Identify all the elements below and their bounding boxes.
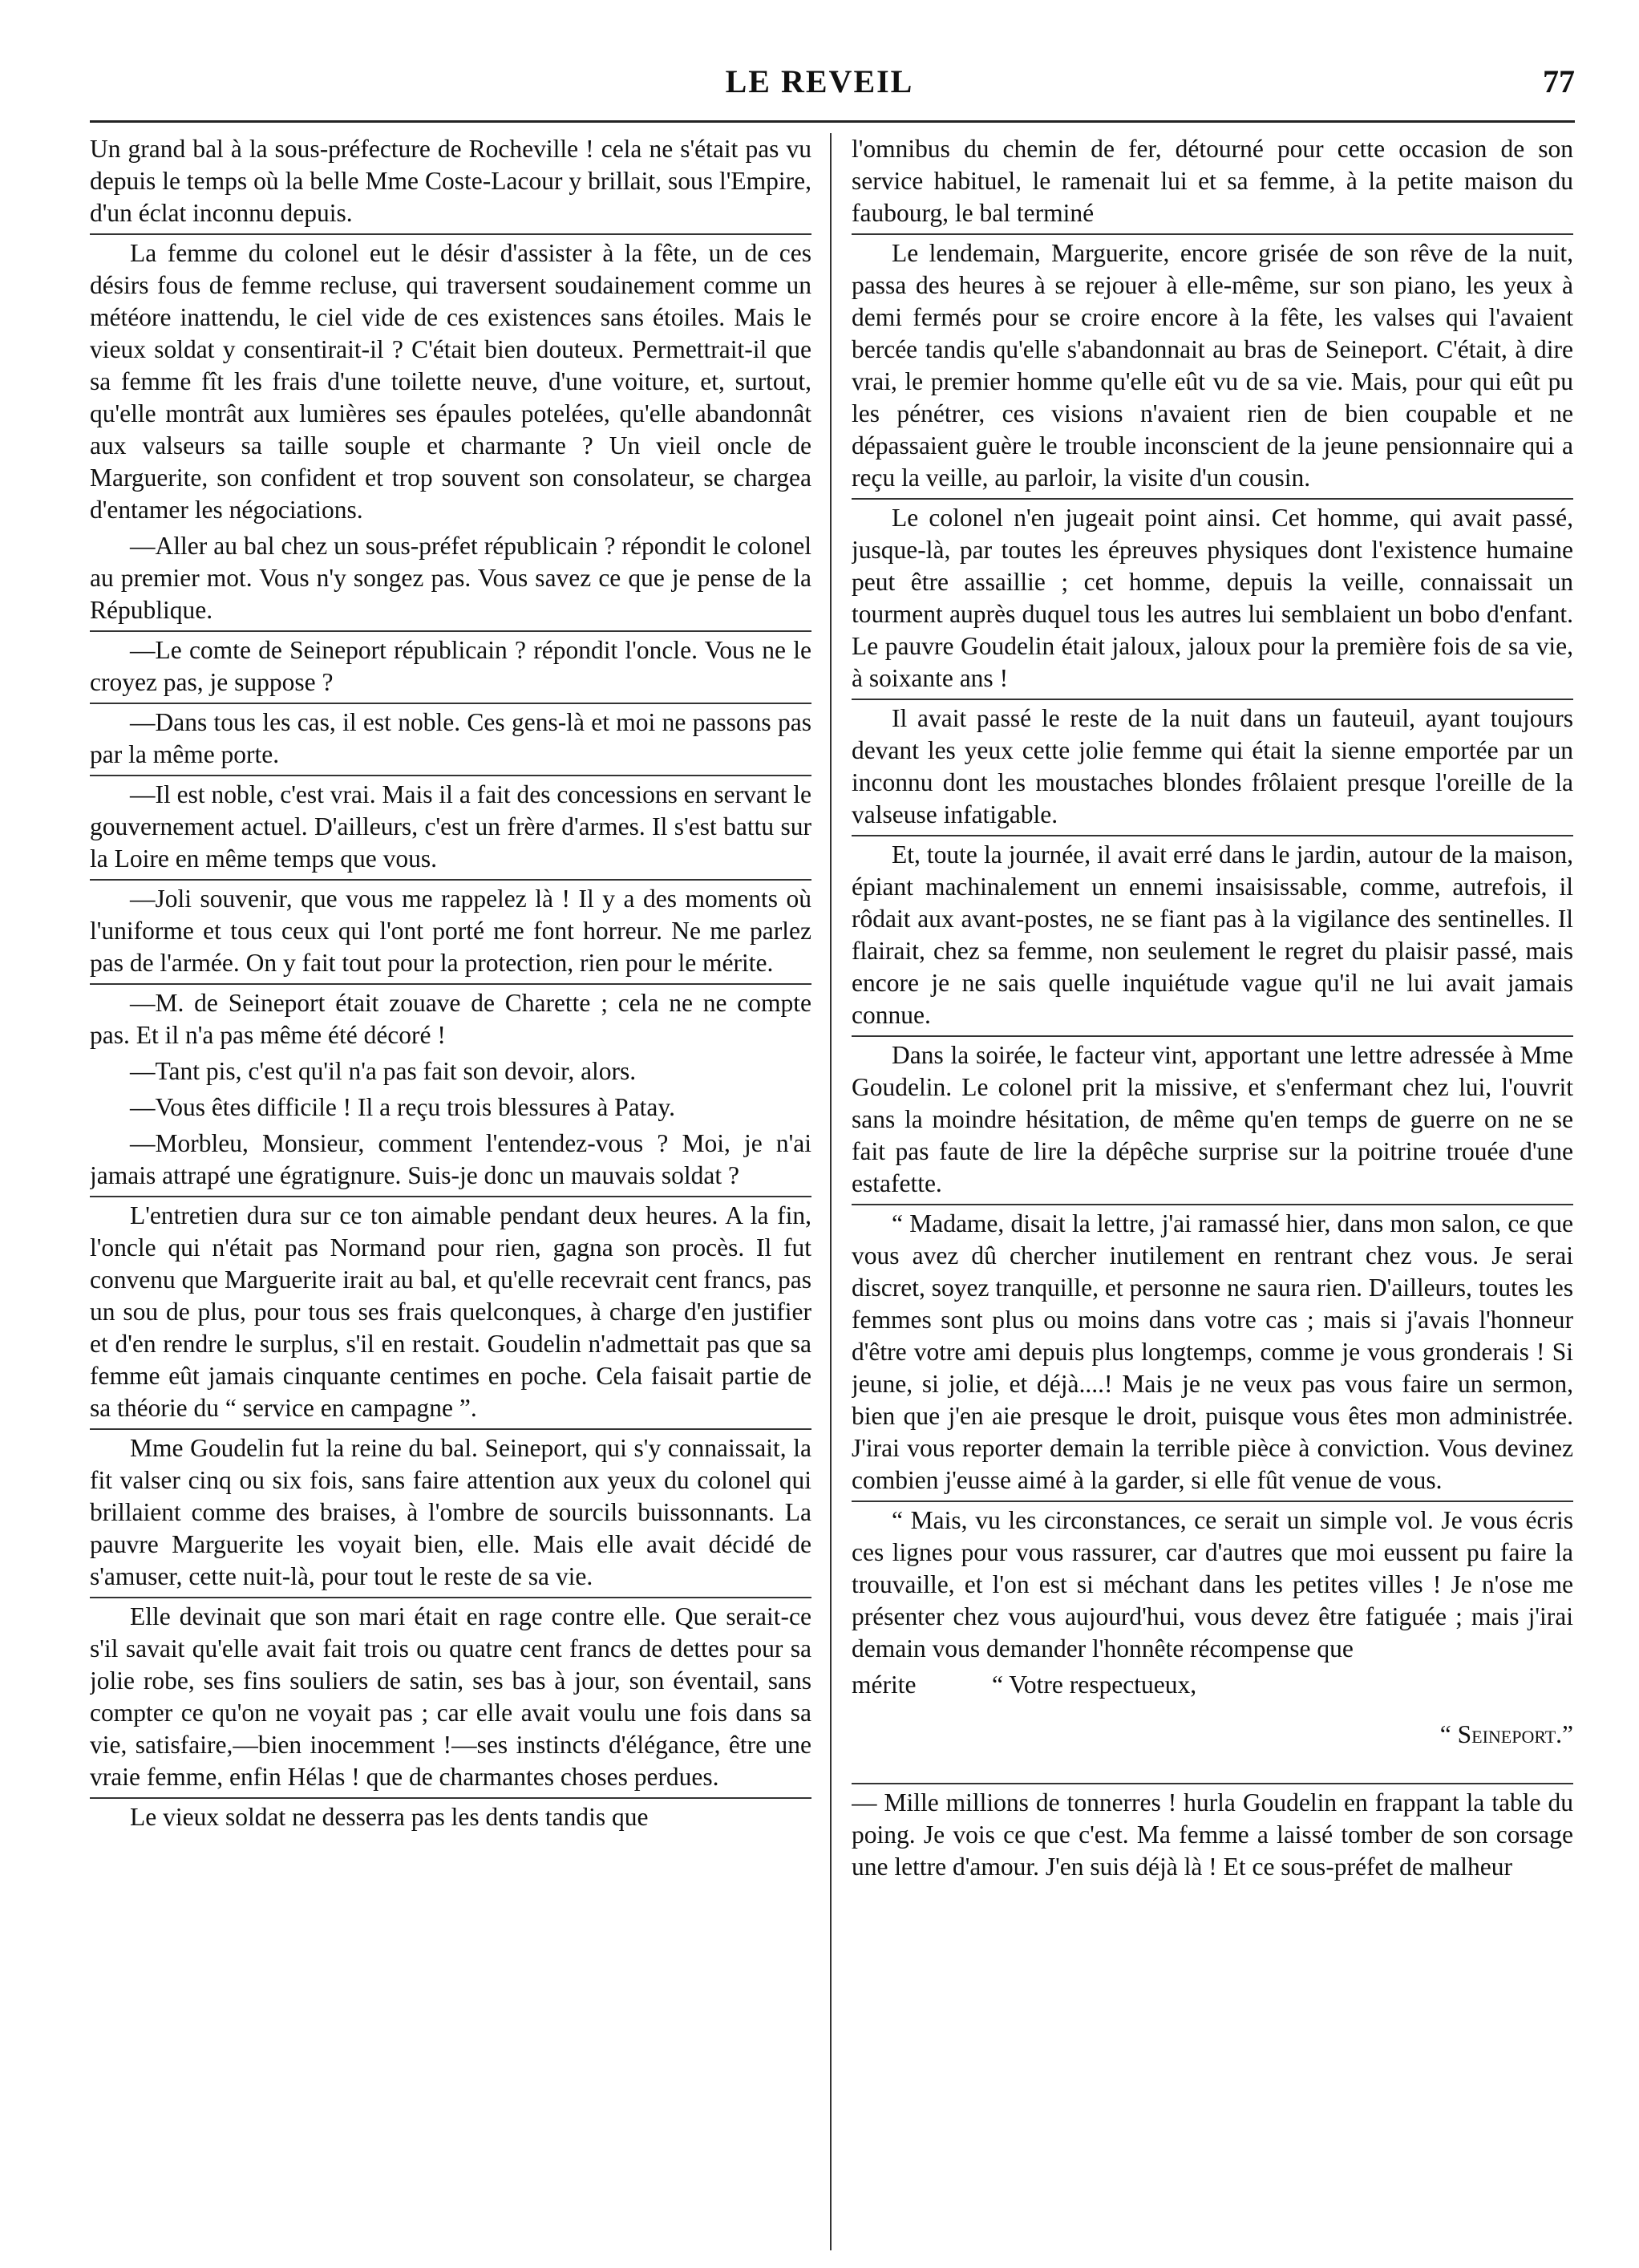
paragraph: —Joli souvenir, que vous me rappelez là ! Il y a des moments où l'uniforme et tous ceux qui l'ont porté me font horreur. Ne me parlez pas de l'armée. On y fait tout pour la protection, rien pour le mérite. — [90, 885, 811, 977]
paragraph: —Le comte de Seineport républicain ? répondit l'oncle. Vous ne le croyez pas, je suppose ? — [90, 636, 811, 696]
divider — [90, 1597, 811, 1598]
paragraph: —M. de Seineport était zouave de Charette ; cela ne ne compte pas. Et il n'a pas même été décoré ! — [90, 989, 811, 1049]
newspaper-title: LE REVEIL — [725, 63, 914, 99]
paragraph: —Dans tous les cas, il est noble. Ces gens-là et moi ne passons pas par la même porte. — [90, 708, 811, 768]
paragraph: Le colonel n'en jugeait point ainsi. Cet homme, qui avait passé, jusque-là, par toutes les épreuves physiques dont l'existence humaine peut être assaillie ; cet homme, depuis la veille, connaissait un tourment auprès duquel tous les autres lui semblaient un bobo d'enfant. Le pauvre Goudelin était jaloux, jaloux pour la première fois de sa vie, à soixante ans ! — [852, 504, 1573, 692]
paragraph: Il avait passé le reste de la nuit dans un fauteuil, ayant toujours devant les yeux cette jolie femme qui était la sienne emportée par un inconnu dont les moustaches blondes frôlaient presque l'oreille de la valseuse infatigable. — [852, 704, 1573, 828]
divider — [90, 630, 811, 632]
paragraph: l'omnibus du chemin de fer, détourné pour cette occasion de son service habituel, le ramenait lui et sa femme, à la petite maison du faubourg, le bal terminé — [852, 135, 1573, 227]
paragraph: Un grand bal à la sous-préfecture de Rocheville ! cela ne s'était pas vu depuis le temps où la belle Mme Coste-Lacour y brillait, sous l'Empire, d'un éclat inconnu depuis. — [90, 135, 811, 227]
paragraph: —Il est noble, c'est vrai. Mais il a fait des concessions en servant le gouvernement actuel. D'ailleurs, c'est un frère d'armes. Il s'est battu sur la Loire en même temps que vous. — [90, 780, 811, 873]
divider — [852, 1035, 1573, 1037]
column-divider — [830, 133, 832, 2250]
divider — [90, 983, 811, 985]
divider — [852, 1204, 1573, 1205]
divider — [90, 1797, 811, 1799]
divider — [90, 775, 811, 776]
divider — [90, 879, 811, 881]
paragraph: —Vous êtes difficile ! Il a reçu trois blessures à Patay. — [130, 1093, 675, 1121]
right-column — [852, 133, 1573, 2250]
letter-signature: “ Seineport.” — [1439, 1720, 1573, 1748]
page-number: 77 — [1543, 63, 1575, 99]
header-rule — [90, 120, 1575, 123]
paragraph: —Morbleu, Monsieur, comment l'entendez-vous ? Moi, je n'ai jamais attrapé une égratignure. Suis-je donc un mauvais soldat ? — [90, 1129, 811, 1189]
paragraph: — Mille millions de tonnerres ! hurla Goudelin en frappant la table du poing. Je vois ce que c'est. Ma femme a laissé tomber de son corsage une lettre d'amour. J'en suis déjà là ! Et ce sous-préfet de malheur — [852, 1788, 1573, 1881]
paragraph: Elle devinait que son mari était en rage contre elle. Que serait-ce s'il savait qu'elle avait fait trois ou quatre cent francs de dettes pour sa jolie robe, ses fins souliers de satin, ses bas à jour, son éventail, sans compter ce qu'on ne voyait pas ; car elle avait voulu une fois dans sa vie, satisfaire,—bien inocemment !—ses instincts d'élégance, être une vraie femme, enfin Hélas ! que de charmantes choses perdues. — [90, 1602, 811, 1791]
letter-closing: mérite “ Votre respectueux, — [852, 1671, 1197, 1699]
paragraph: Et, toute la journée, il avait erré dans le jardin, autour de la maison, épiant machinalement un ennemi insaisissable, comme, autrefois, il rôdait aux avant-postes, ne se fiant pas à la vigilance des sentinelles. Il flairait, chez sa femme, non seulement le regret du plaisir passé, mais encore je ne sais quelle inquiétude vague qu'il ne lui avait jamais connue. — [852, 840, 1573, 1029]
divider — [90, 233, 811, 235]
paragraph: Mme Goudelin fut la reine du bal. Seineport, qui s'y connaissait, la fit valser cinq ou six fois, sans faire attention aux yeux du colonel qui brillaient comme des braises, à l'ombre de sourcils buissonnants. La pauvre Marguerite les voyait bien, elle. Mais elle avait décidé de s'amuser, cette nuit-là, pour tout le reste de sa vie. — [90, 1434, 811, 1590]
page-header — [0, 0, 1639, 128]
letter-paragraph: “ Madame, disait la lettre, j'ai ramassé hier, dans mon salon, ce que vous avez dû chercher inutilement en rentrant chez vous. Je serai discret, soyez tranquille, et personne ne saura rien. D'ailleurs, toutes les femmes sont plus ou moins dans votre cas ; mais si j'avais l'honneur d'être votre ami depuis plus longtemps, comme je vous gronderais ! Si jeune, si jolie, et déjà....! Mais je ne veux pas vous faire un sermon, bien que j'en aie presque le droit, puisque vous êtes mon administrée. J'irai vous reporter demain la terrible pièce à conviction. Vous devinez combien j'eusse aimé à la garder, si elle fût venue de vous. — [852, 1209, 1573, 1494]
left-column — [90, 133, 811, 2250]
paragraph: —Aller au bal chez un sous-préfet républicain ? répondit le colonel au premier mot. Vous n'y songez pas. Vous savez ce que je pense de la République. — [90, 532, 811, 624]
paragraph: Le lendemain, Marguerite, encore grisée de son rêve de la nuit, passa des heures à se rejouer à elle-même, sur son piano, les yeux à demi fermés pour se croire encore à la fête, les valses qui l'avaient bercée tandis qu'elle s'abandonnait au bras de Seineport. C'était, à dire vrai, le premier homme qu'elle eût vu de sa vie. Mais, pour qui eût pu les pénétrer, ces visions n'avaient rien de bien coupable et ne dépassaient guère le trouble inconscient de la jeune pensionnaire qui a reçu la veille, au parloir, la visite d'un cousin. — [852, 239, 1573, 492]
letter-paragraph: “ Mais, vu les circonstances, ce serait un simple vol. Je vous écris ces lignes pour vous rassurer, car d'autres que moi eussent pu faire la trouvaille, et l'on est si méchant dans les petites villes ! Je n'ose me présenter chez vous aujourd'hui, vous devez être fatiguée ; mais j'irai demain vous demander l'honnête récompense que — [852, 1506, 1573, 1663]
divider — [852, 835, 1573, 836]
paragraph: L'entretien dura sur ce ton aimable pendant deux heures. A la fin, l'oncle qui n'était pas Normand pour rien, gagna son procès. Il fut convenu que Marguerite irait au bal, et qu'elle recevrait cent francs, pas un sou de plus, pour tous ses frais quelconques, à charge d'en justifier et d'en rendre le surplus, s'il en restait. Goudelin n'admettait pas que sa femme eût jamais cinquante centimes en poche. Cela faisait partie de sa théorie du “ service en campagne ”. — [90, 1201, 811, 1422]
paragraph: Dans la soirée, le facteur vint, apportant une lettre adressée à Mme Goudelin. Le colonel prit la missive, et s'enfermant chez lui, l'ouvrit sans la moindre hésitation, de même qu'en temps de guerre on ne se fait pas faute de lire la dépêche surprise sur la poitrine trouée d'une estafette. — [852, 1041, 1573, 1197]
divider — [852, 233, 1573, 235]
divider — [852, 498, 1573, 500]
divider — [852, 699, 1573, 700]
divider — [852, 1783, 1573, 1784]
divider — [90, 1428, 811, 1430]
divider — [90, 703, 811, 704]
divider — [852, 1501, 1573, 1502]
paragraph: Le vieux soldat ne desserra pas les dents tandis que — [130, 1803, 649, 1831]
paragraph: La femme du colonel eut le désir d'assister à la fête, un de ces désirs fous de femme recluse, qui traversent soudainement comme un météore inattendu, le ciel vide de ces existences sans étoiles. Mais le vieux soldat y consentirait-il ? C'était bien douteux. Permettrait-il que sa femme fît les frais d'une toilette neuve, d'une voiture, et, surtout, qu'elle montrât aux lumières ses épaules potelées, qu'elle abandonnât aux valseurs sa taille souple et charmante ? Un vieil oncle de Marguerite, son confident et trop souvent son consolateur, se chargea d'entamer les négociations. — [90, 239, 811, 524]
paragraph: —Tant pis, c'est qu'il n'a pas fait son devoir, alors. — [130, 1057, 637, 1085]
divider — [90, 1196, 811, 1197]
